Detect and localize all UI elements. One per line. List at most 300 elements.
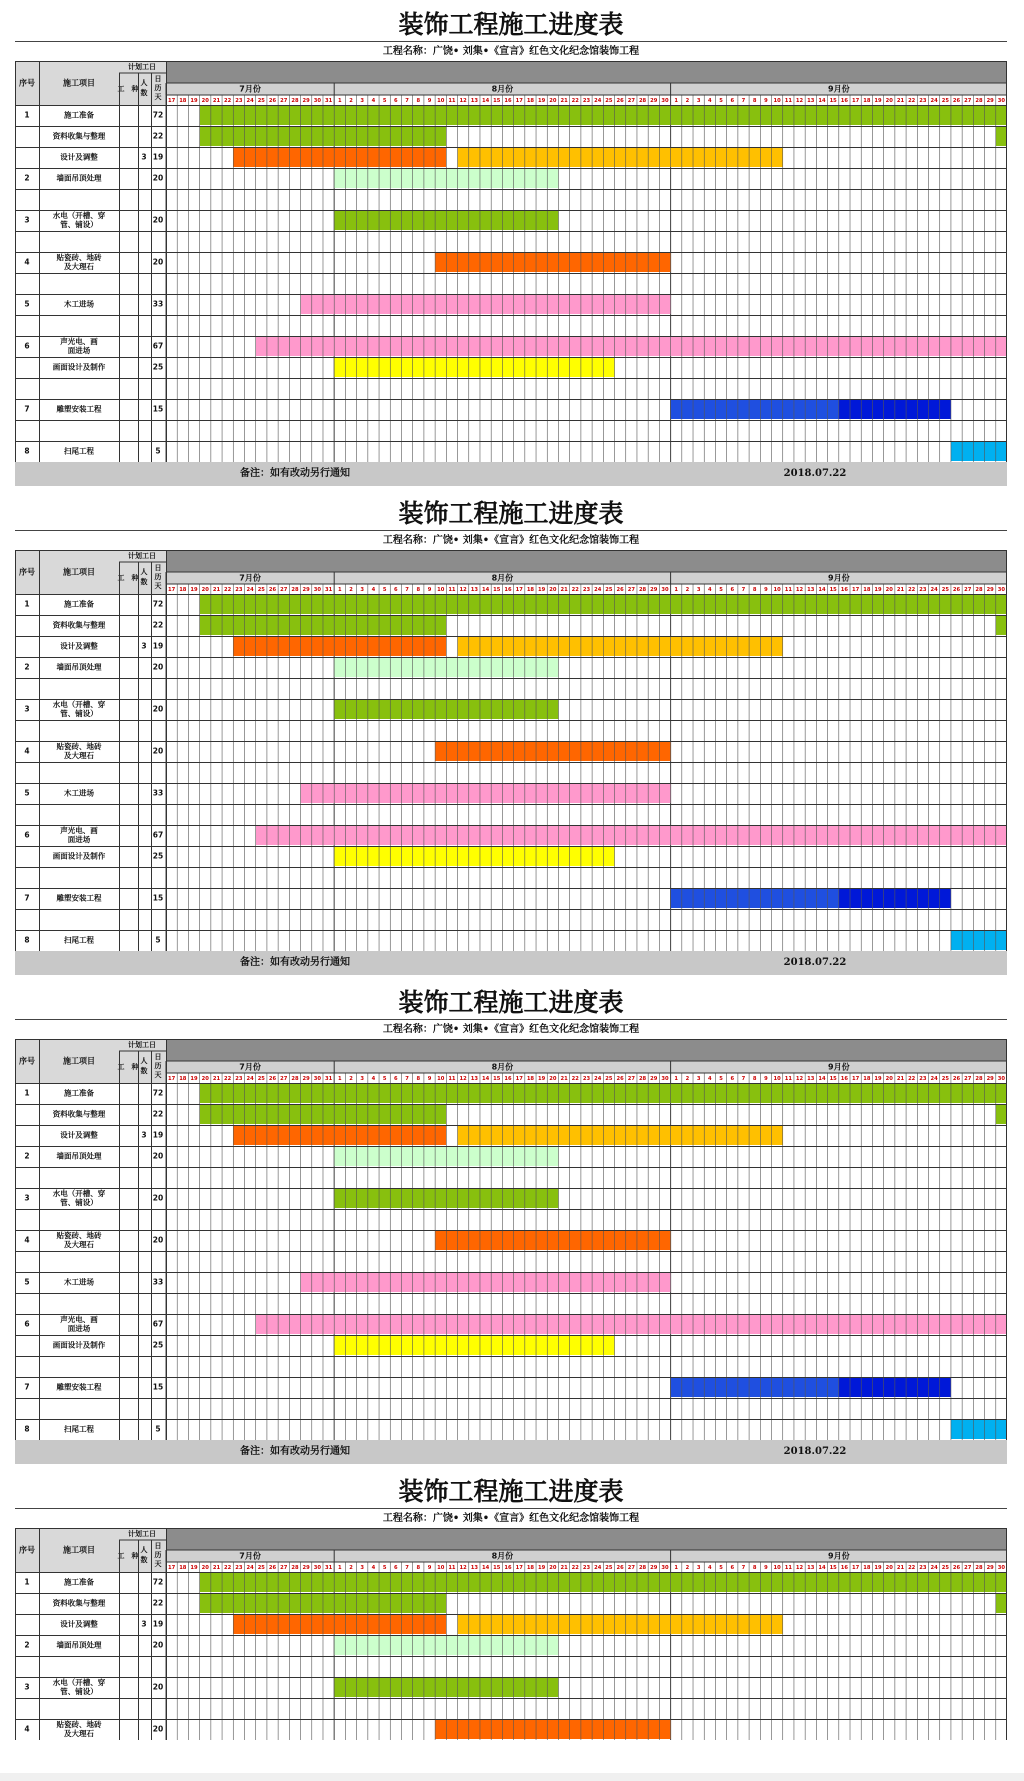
day-label: 19 [874,98,882,104]
day-label: 22 [571,587,579,593]
row-name: 画面设计及制作 [52,851,106,861]
row-name: 贴瓷砖、地砖 [56,742,102,751]
gantt-bar [458,1126,783,1145]
day-label: 18 [526,98,535,104]
row-people: 3 [141,152,147,162]
day-label: 19 [874,587,882,593]
header-people: 数 [140,89,148,97]
footer-bar [15,462,1007,486]
day-label: 26 [952,1076,961,1082]
day-label: 3 [360,98,365,104]
day-label: 29 [986,587,994,593]
day-label: 28 [291,587,299,593]
row-days: 5 [155,1424,161,1434]
day-label: 11 [784,587,792,593]
row-days: 22 [152,131,164,141]
day-label: 13 [807,587,815,593]
day-label: 6 [394,587,398,593]
day-label: 17 [515,1076,523,1082]
row-seq: 8 [24,1424,30,1434]
day-label: 21 [896,1076,905,1082]
row-days: 20 [152,746,164,756]
day-label: 7 [405,1076,409,1082]
day-label: 2 [685,587,690,593]
day-label: 15 [493,1565,501,1571]
day-label: 11 [784,1565,792,1571]
day-label: 31 [324,98,333,104]
gantt-bar [435,742,670,761]
day-label: 11 [448,1565,456,1571]
row-seq: 5 [24,1277,30,1287]
day-label: 21 [560,587,568,593]
day-label: 7 [741,1076,746,1082]
schedule-grid [15,1528,1007,1740]
day-label: 18 [863,1565,871,1571]
row-days: 33 [152,1277,164,1287]
row-seq: 6 [24,341,30,351]
footer-note: 备注：如有改动另行通知 [240,957,350,968]
day-label: 22 [571,1565,579,1571]
header-days: 历 [154,84,162,92]
day-label: 29 [650,98,658,104]
day-label: 20 [549,587,557,593]
gantt-bar [996,616,1007,635]
day-label: 14 [481,1076,490,1082]
day-label: 18 [863,1076,871,1082]
day-label: 11 [448,98,456,104]
day-label: 20 [201,1076,209,1082]
row-name: 雕塑安装工程 [56,1382,102,1392]
day-label: 21 [896,98,905,104]
day-label: 18 [179,1076,187,1082]
day-label: 29 [302,1076,310,1082]
day-label: 26 [616,1076,624,1082]
day-label: 6 [730,1076,735,1082]
day-label: 25 [605,587,613,593]
day-label: 30 [313,1076,321,1082]
day-label: 29 [302,1565,310,1571]
day-label: 30 [661,98,669,104]
day-label: 10 [773,1565,781,1571]
day-label: 15 [493,98,501,104]
day-label: 20 [885,98,893,104]
footer-date: 2018.07.22 [783,1446,847,1457]
row-seq: 1 [24,1577,30,1587]
header-seq: 序号 [19,567,35,577]
day-label: 22 [908,98,916,104]
day-label: 12 [795,587,804,593]
day-label: 8 [416,587,421,593]
day-label: 27 [964,1565,972,1571]
day-label: 30 [997,98,1006,104]
header-plan: 计划工日 [128,1041,156,1049]
gantt-bar [671,1378,839,1397]
day-label: 19 [538,587,546,593]
row-name: 画面设计及制作 [52,362,106,372]
header-days: 天 [154,93,162,101]
day-label: 27 [964,1076,972,1082]
day-label: 13 [807,1076,815,1082]
day-label: 26 [268,587,277,593]
gantt-bar [435,1231,670,1250]
header-plan: 计划工日 [128,63,156,71]
day-label: 14 [481,98,490,104]
day-label: 6 [730,587,735,593]
day-label: 1 [674,98,679,104]
day-label: 4 [371,587,376,593]
day-label: 21 [212,1565,221,1571]
gantt-bar [334,358,614,377]
header-item: 施工项目 [63,78,95,88]
month-label: 9月份 [828,1551,850,1561]
day-label: 9 [427,1565,432,1571]
day-label: 8 [752,1565,757,1571]
day-label: 29 [986,1565,994,1571]
day-label: 28 [291,98,299,104]
row-name: 木工进场 [64,1277,94,1287]
day-label: 26 [268,98,277,104]
header-people: 人 [140,568,148,576]
day-label: 27 [280,1565,288,1571]
day-label: 22 [571,1076,579,1082]
row-name: 施工准备 [64,1577,94,1587]
row-seq: 5 [24,299,30,309]
day-label: 27 [964,98,972,104]
row-name: 扫尾工程 [64,1424,94,1434]
day-label: 16 [840,1076,849,1082]
day-label: 9 [427,98,432,104]
day-label: 3 [360,1565,365,1571]
row-seq: 5 [24,788,30,798]
day-label: 11 [448,587,456,593]
day-label: 12 [795,98,804,104]
row-name: 资料收集与整理 [52,131,106,141]
gantt-bar [233,148,446,167]
day-label: 18 [863,98,871,104]
day-label: 24 [930,1076,938,1082]
day-label: 24 [594,1565,602,1571]
day-label: 14 [481,587,490,593]
gantt-bar [996,1105,1007,1124]
day-label: 28 [638,587,647,593]
row-name: 墙面吊顶处理 [56,1151,102,1161]
day-label: 22 [224,1565,232,1571]
day-label: 27 [627,98,635,104]
day-label: 22 [908,587,916,593]
day-label: 3 [360,1076,365,1082]
day-label: 3 [360,587,365,593]
day-label: 24 [930,98,938,104]
day-label: 30 [661,1565,669,1571]
project-name: 工程名称：广饶• 刘集•《宣言》红色文化纪念馆装饰工程 [15,41,1007,62]
row-days: 19 [152,1619,164,1629]
row-seq: 7 [24,404,30,414]
day-label: 8 [416,98,421,104]
row-days: 33 [152,299,164,309]
day-label: 1 [337,1076,342,1082]
day-label: 18 [179,587,187,593]
footer-date: 2018.07.22 [783,957,847,968]
gantt-bar [671,400,839,419]
day-label: 8 [752,98,757,104]
gantt-bar [951,931,1007,950]
bottom-strip [0,1773,1024,1781]
gantt-bar [233,637,446,656]
row-name: 墙面吊顶处理 [56,662,102,672]
month-label: 8月份 [491,1551,514,1561]
day-label: 17 [167,1076,176,1082]
day-label: 29 [302,587,310,593]
day-label: 9 [764,587,768,593]
day-label: 7 [405,587,409,593]
row-name: 设计及调整 [60,1619,98,1629]
day-label: 24 [594,98,602,104]
gantt-bar [458,1615,783,1634]
row-seq: 8 [24,446,30,456]
row-name: 画面设计及制作 [52,1340,106,1350]
day-label: 9 [764,1076,768,1082]
day-label: 23 [919,1565,927,1571]
day-label: 4 [371,1565,376,1571]
sheet-title: 装饰工程施工进度表 [398,10,624,39]
row-days: 19 [152,1130,164,1140]
day-label: 23 [919,1076,927,1082]
header-item: 施工项目 [63,1056,95,1066]
day-label: 7 [405,98,409,104]
row-name: 资料收集与整理 [52,620,106,630]
day-label: 2 [685,1076,690,1082]
row-name: 贴瓷砖、地砖 [56,253,102,262]
day-label: 2 [349,1565,353,1571]
day-label: 24 [930,1565,938,1571]
day-label: 20 [201,98,209,104]
day-label: 23 [582,1076,591,1082]
project-name: 工程名称：广饶• 刘集•《宣言》红色文化纪念馆装饰工程 [15,1508,1007,1529]
day-label: 20 [201,1565,209,1571]
row-name: 管、铺设） [60,709,98,718]
header-days: 历 [154,573,162,581]
day-label: 22 [224,587,232,593]
month-label: 9月份 [828,1062,850,1072]
day-label: 2 [685,1565,690,1571]
day-label: 25 [941,98,949,104]
day-label: 16 [504,1565,512,1571]
day-label: 16 [840,98,849,104]
day-label: 5 [719,98,723,104]
day-label: 2 [685,98,690,104]
day-label: 28 [638,98,647,104]
schedule-grid [15,61,1007,462]
day-label: 30 [997,587,1006,593]
day-label: 22 [571,98,579,104]
gantt-bar [458,637,783,656]
day-label: 9 [427,587,432,593]
header-days: 日 [154,1053,162,1061]
day-label: 19 [538,98,546,104]
day-label: 19 [538,1565,546,1571]
row-people: 3 [141,1619,147,1629]
gantt-bar [256,1315,1007,1334]
day-label: 26 [952,587,961,593]
day-label: 28 [975,1076,983,1082]
project-name: 工程名称：广饶• 刘集•《宣言》红色文化纪念馆装饰工程 [15,530,1007,551]
day-label: 27 [964,587,972,593]
day-label: 30 [661,587,669,593]
day-label: 16 [504,587,512,593]
gantt-bar [334,847,614,866]
day-label: 29 [650,587,658,593]
row-name: 设计及调整 [60,1130,98,1140]
day-label: 6 [730,1565,735,1571]
day-label: 16 [504,98,512,104]
row-name: 施工准备 [64,1088,94,1098]
schedule-grid [15,1039,1007,1440]
day-label: 8 [416,1076,421,1082]
row-seq: 4 [24,1235,30,1245]
day-label: 3 [696,98,701,104]
footer-note: 备注：如有改动另行通知 [240,1446,350,1457]
footer-note: 备注：如有改动另行通知 [240,468,350,479]
day-label: 2 [349,98,353,104]
row-days: 20 [152,1193,164,1203]
day-label: 31 [324,1076,333,1082]
row-name: 设计及调整 [60,641,98,651]
row-days: 33 [152,788,164,798]
day-label: 23 [582,1565,591,1571]
day-label: 28 [291,1076,299,1082]
day-label: 10 [437,98,445,104]
gantt-bar [671,889,839,908]
day-label: 5 [382,1076,387,1082]
day-label: 9 [764,1565,768,1571]
day-label: 23 [919,587,927,593]
row-name: 资料收集与整理 [52,1598,106,1608]
row-seq: 3 [24,1682,30,1692]
day-label: 17 [515,587,523,593]
day-label: 26 [952,98,961,104]
day-label: 25 [941,587,949,593]
day-label: 4 [371,1076,376,1082]
row-name: 墙面吊顶处理 [56,1640,102,1650]
schedule-sheet [15,1475,1007,1773]
day-label: 22 [908,1565,916,1571]
header-seq: 序号 [19,1056,35,1066]
header-item: 施工项目 [63,1545,95,1555]
day-label: 20 [885,1076,893,1082]
day-label: 15 [493,587,501,593]
day-label: 10 [773,1076,781,1082]
header-seq: 序号 [19,1545,35,1555]
sheet-title: 装饰工程施工进度表 [398,1477,624,1506]
row-days: 22 [152,1598,164,1608]
row-seq: 3 [24,1193,30,1203]
row-name: 及大理石 [64,751,94,760]
day-label: 5 [382,98,387,104]
row-days: 72 [152,599,164,609]
day-label: 29 [986,98,994,104]
row-days: 20 [152,662,164,672]
header-days: 天 [154,582,162,590]
day-label: 24 [930,587,938,593]
day-label: 13 [470,1565,478,1571]
day-label: 29 [986,1076,994,1082]
day-label: 17 [167,98,176,104]
day-label: 27 [627,587,635,593]
day-label: 15 [829,1076,837,1082]
row-name: 管、铺设） [60,220,98,229]
day-label: 22 [224,98,232,104]
day-label: 7 [741,1565,746,1571]
day-label: 27 [280,587,288,593]
day-label: 20 [885,1565,893,1571]
row-name: 管、铺设） [60,1198,98,1207]
gantt-bar [996,1594,1007,1613]
day-label: 21 [212,587,221,593]
month-label: 8月份 [491,84,514,94]
row-days: 25 [152,1340,164,1350]
gantt-chart [15,550,1007,951]
day-label: 1 [674,1565,679,1571]
row-seq: 2 [24,662,30,672]
header-item: 施工项目 [63,567,95,577]
day-label: 10 [773,98,781,104]
day-label: 27 [627,1565,635,1571]
row-seq: 2 [24,1151,30,1161]
day-label: 11 [448,1076,456,1082]
day-label: 25 [941,1076,949,1082]
gantt-bar [435,253,670,272]
gantt-bar [301,1273,671,1292]
day-label: 28 [638,1565,647,1571]
day-label: 27 [280,1076,288,1082]
day-label: 14 [818,1076,826,1082]
row-name: 贴瓷砖、地砖 [56,1720,102,1729]
day-label: 31 [324,587,333,593]
row-days: 20 [152,173,164,183]
day-label: 12 [795,1565,804,1571]
day-label: 16 [840,1565,849,1571]
row-name: 声光电、画 [60,1315,98,1324]
footer-date: 2018.07.22 [783,468,847,479]
day-label: 3 [696,587,701,593]
header-plan: 计划工日 [128,1530,156,1538]
gantt-bar [256,337,1007,356]
month-label: 9月份 [828,84,850,94]
day-label: 19 [874,1076,882,1082]
day-label: 23 [235,587,243,593]
day-label: 21 [212,98,221,104]
footer-bar [15,1440,1007,1464]
row-days: 20 [152,215,164,225]
day-label: 1 [674,587,679,593]
header-trade: 工 种 [117,85,139,93]
row-name: 声光电、画 [60,826,98,835]
gantt-chart [15,61,1007,462]
gantt-bar [458,148,783,167]
row-name: 木工进场 [64,299,94,309]
day-label: 24 [246,587,254,593]
day-label: 21 [560,98,568,104]
day-label: 13 [807,98,815,104]
schedule-sheet [15,986,1007,1464]
row-days: 72 [152,1088,164,1098]
day-label: 25 [605,1076,613,1082]
day-label: 1 [674,1076,679,1082]
day-label: 5 [719,1076,723,1082]
row-days: 72 [152,110,164,120]
row-seq: 4 [24,1724,30,1734]
row-days: 5 [155,446,161,456]
